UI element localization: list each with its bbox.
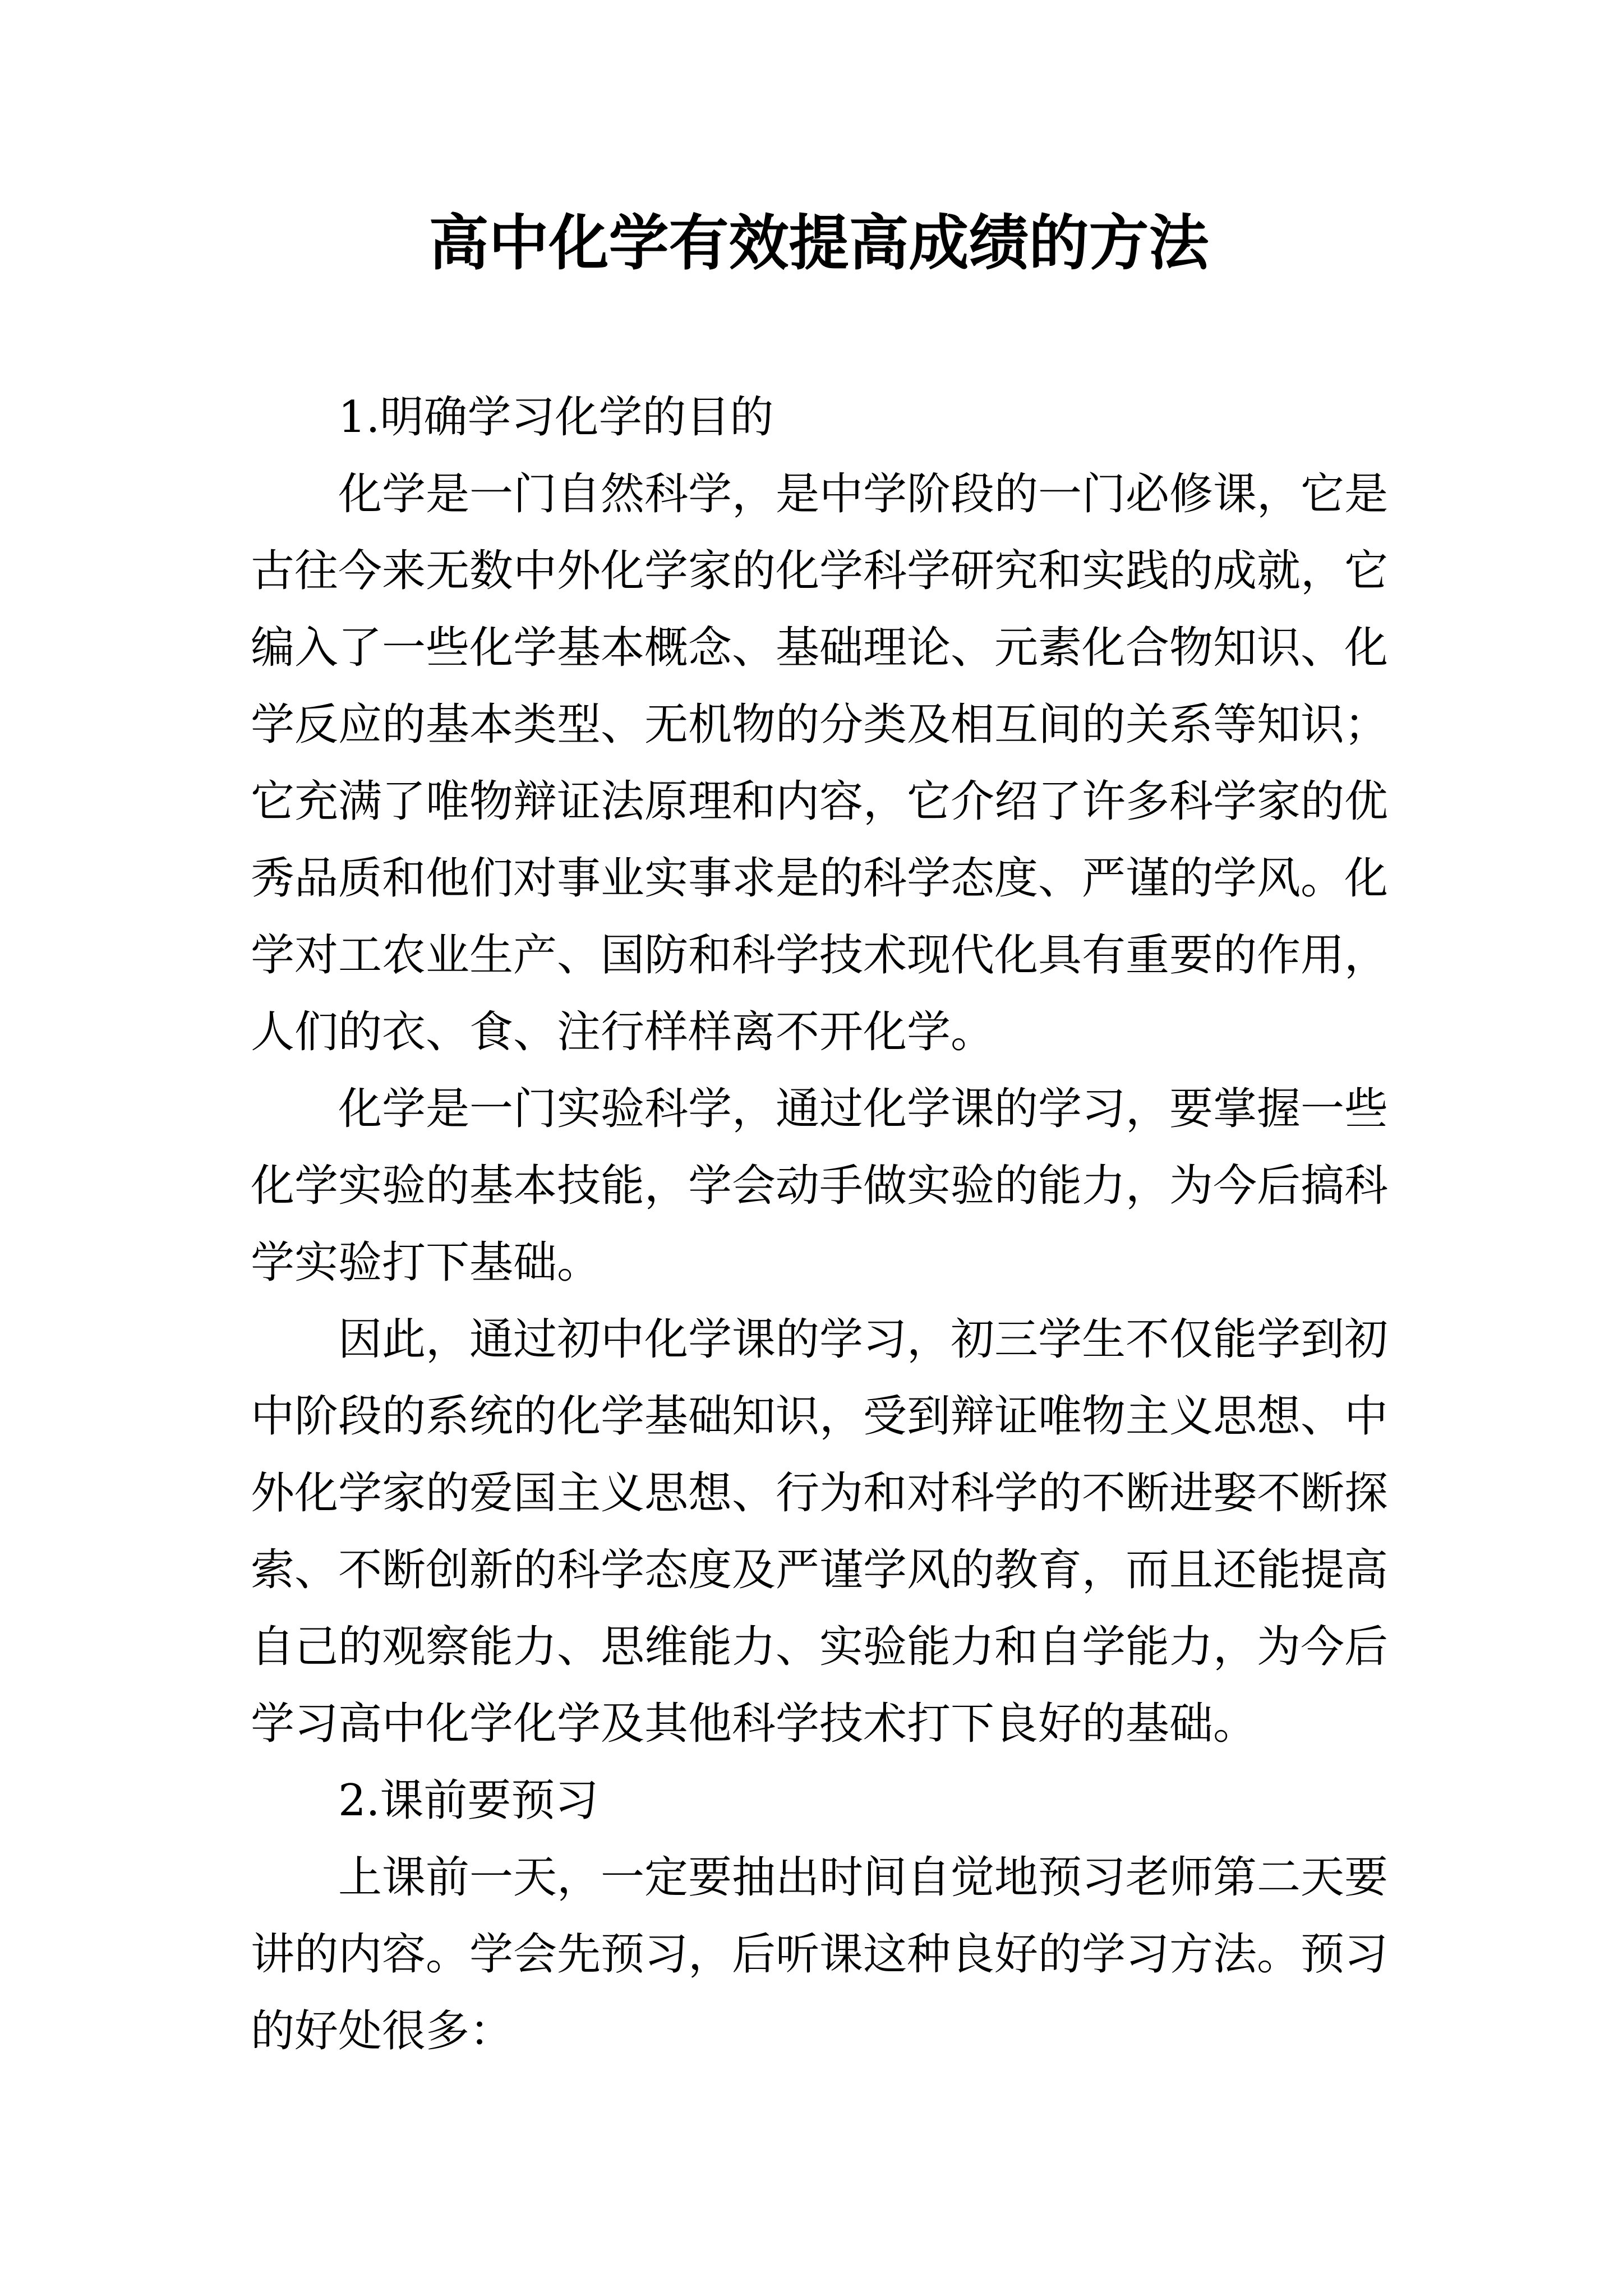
paragraph-line: 讲的内容。学会先预习，后听课这种良好的学习方法。预习	[251, 1929, 1389, 1980]
paragraph-line: 索、不断创新的科学态度及严谨学风的教育，而且还能提高	[251, 1545, 1389, 1595]
paragraph-line: 的好处很多：	[251, 2006, 514, 2056]
paragraph-line: 上课前一天，一定要抽出时间自觉地预习老师第二天要	[338, 1852, 1389, 1903]
paragraph	[251, 1071, 1484, 1301]
paragraph-line: 中阶段的系统的化学基础知识，受到辩证唯物主义思想、中	[251, 1391, 1389, 1442]
paragraph-line: 古往今来无数中外化学家的化学科学研究和实践的成就，它	[251, 546, 1389, 596]
paragraph-line: 化学实验的基本技能，学会动手做实验的能力，为今后搞科	[251, 1161, 1389, 1211]
paragraph-line: 自己的观察能力、思维能力、实验能力和自学能力，为今后	[251, 1622, 1389, 1672]
paragraph-line: 化学是一门自然科学，是中学阶段的一门必修课，它是	[338, 469, 1389, 519]
section-heading: 2.课前要预习	[338, 1775, 599, 1826]
document-title: 高中化学有效提高成绩的方法	[428, 208, 1209, 278]
paragraph-line: 外化学家的爱国主义思想、行为和对科学的不断进娶不断探	[251, 1468, 1389, 1519]
paragraph-line: 学实验打下基础。	[251, 1237, 601, 1288]
paragraph-line: 学对工农业生产、国防和科学技术现代化具有重要的作用，	[251, 930, 1389, 981]
paragraph	[251, 1301, 1484, 1763]
paragraph-line: 人们的衣、食、注行样样离不开化学。	[251, 1007, 995, 1057]
document-body	[251, 379, 1484, 2070]
paragraph-line: 学反应的基本类型、无机物的分类及相互间的关系等知识；	[251, 700, 1389, 750]
section-purpose	[251, 379, 1484, 1763]
paragraph-line: 学习高中化学化学及其他科学技术打下良好的基础。	[251, 1699, 1257, 1749]
paragraph-line: 化学是一门实验科学，通过化学课的学习，要掌握一些	[338, 1084, 1389, 1134]
section-heading: 1.明确学习化学的目的	[338, 392, 774, 443]
paragraph-line: 它充满了唯物辩证法原理和内容，它介绍了许多科学家的优	[251, 776, 1389, 827]
paragraph	[251, 1839, 1484, 2070]
section-preview	[251, 1763, 1484, 2070]
paragraph	[251, 456, 1484, 1071]
paragraph-line: 因此，通过初中化学课的学习，初三学生不仅能学到初	[338, 1314, 1389, 1365]
paragraph-line: 秀品质和他们对事业实事求是的科学态度、严谨的学风。化	[251, 853, 1389, 904]
paragraph-line: 编入了一些化学基本概念、基础理论、元素化合物知识、化	[251, 623, 1389, 673]
